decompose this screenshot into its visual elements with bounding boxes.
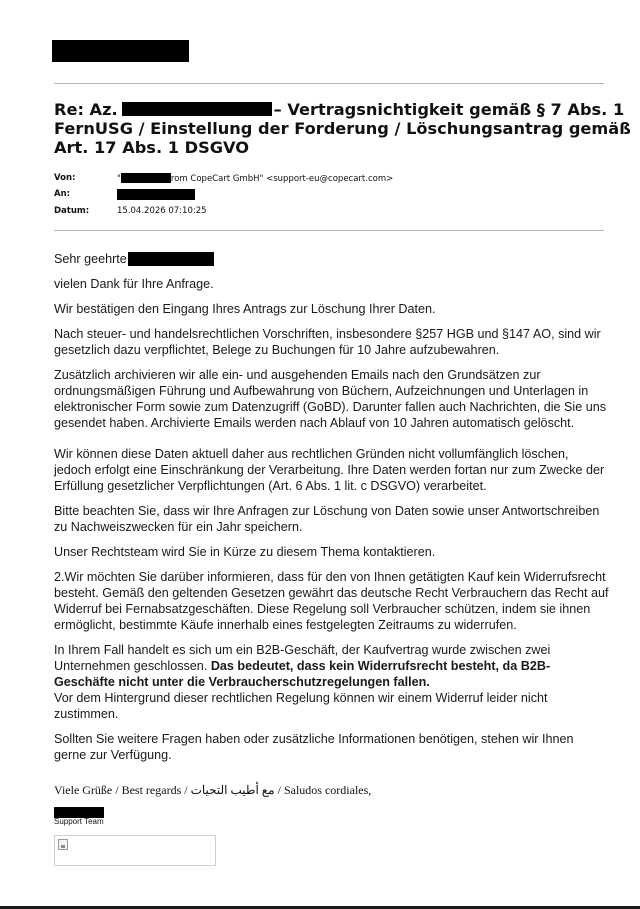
paragraph-5: Wir können diese Daten aktuell daher aus rechtlichen Gründen nicht vollumfänglich löschen, jedoch erfolgt eine Einschränkung der Verarbeitung. Ihre Daten werden fortan nur zum Zwecke der Erfüllung gesetzlicher Verpflichtungen (Art. 6 Abs. 1 lit. c DSGVO) verarbeitet. bbox=[54, 447, 605, 493]
paragraph-3: Nach steuer- und handelsrechtlichen Vorschriften, insbesondere §257 HGB und §147 AO, sind wir gesetzlich dazu verpflichtet, Belege zu Buchungen für 10 Jahre aufzubewahren. bbox=[54, 327, 601, 357]
paragraph-7: Unser Rechtsteam wird Sie in Kürze zu diesem Thema kontaktieren. bbox=[54, 545, 436, 559]
email-subject bbox=[54, 100, 631, 157]
closing-greeting: Viele Grüße / Best regards / مع أطيب التحيات / Saludos cordiales, bbox=[54, 783, 372, 797]
email-body bbox=[54, 251, 609, 772]
paragraph-10: Sollten Sie weitere Fragen haben oder zusätzliche Informationen benötigen, stehen wir Ihnen gerne zur Verfügung. bbox=[54, 732, 574, 762]
paragraph-9-normal: In Ihrem Fall handelt es sich um ein B2B-Geschäft, der Kaufvertrag wurde zwischen zwei Unternehmen geschlossen. bbox=[54, 643, 551, 673]
from-open-quote: " bbox=[117, 174, 121, 184]
redacted-recipient-name bbox=[128, 252, 214, 266]
broken-image-placeholder bbox=[54, 835, 216, 866]
paragraph-1: vielen Dank für Ihre Anfrage. bbox=[54, 277, 214, 291]
redacted-reference bbox=[122, 102, 272, 116]
paragraph-9-bold: Das bedeutet, dass kein Widerrufsrecht besteht, da B2B-Geschäfte nicht unter die Verbraucherschutzregelungen fallen. bbox=[54, 659, 551, 689]
support-team-label: Support Team bbox=[54, 817, 104, 826]
subject-line-1 bbox=[54, 100, 625, 119]
salutation bbox=[54, 251, 609, 267]
paragraph-9 bbox=[54, 642, 609, 722]
paragraph-4: Zusätzlich archivieren wir alle ein- und ausgehenden Emails nach den Grundsätzen zur ordnungsmäßigen Führung und Aufbewahrung von Büchern, Aufzeichnungen und Unterlagen in elektronischer Form sowie zum Datenzugriff (GoBD). Darunter fallen auch Nachrichten, die Sie uns gesendet haben. Archivierte Emails werden nach Ablauf von 10 Jahren automatisch gelöscht. bbox=[54, 368, 607, 430]
header-divider bbox=[54, 230, 604, 231]
subject-line-2: FernUSG / Einstellung der Forderung / Löschungsantrag gemäß bbox=[54, 119, 631, 138]
subject-prefix: Re: Az. bbox=[54, 100, 118, 119]
date-value: 15.04.2026 07:10:25 bbox=[117, 206, 207, 216]
paragraph-8: 2.Wir möchten Sie darüber informieren, dass für den von Ihnen getätigten Kauf kein Widerrufsrecht besteht. Gemäß den geltenden Gesetzen gewährt das deutsche Recht Verbrauchern das Recht auf Widerruf bei Fernabsatzgeschäften. Diese Regelung soll Verbraucher schützen, indem sie ihnen ermöglicht, bestimmte Käufe innerhalb eines festgelegten Zeitraums zu widerrufen. bbox=[54, 570, 609, 632]
from-value bbox=[117, 173, 393, 184]
paragraph-2: Wir bestätigen den Eingang Ihres Antrags zur Löschung Ihrer Daten. bbox=[54, 302, 436, 316]
subject-line1-suffix: – Vertragsnichtigkeit gemäß § 7 Abs. 1 bbox=[273, 100, 625, 119]
from-label: Von: bbox=[54, 173, 76, 183]
date-label: Datum: bbox=[54, 206, 90, 216]
paragraph-6: Bitte beachten Sie, dass wir Ihre Anfragen zur Löschung von Daten sowie unser Antwortschreiben zu Nachweiszwecken für ein Jahr speichern. bbox=[54, 504, 600, 534]
broken-image-icon bbox=[58, 839, 68, 850]
salutation-text: Sehr geehrte bbox=[54, 252, 127, 266]
to-value bbox=[117, 189, 195, 201]
subject-line-3: Art. 17 Abs. 1 DSGVO bbox=[54, 138, 250, 157]
redacted-from-name bbox=[121, 173, 171, 183]
to-label: An: bbox=[54, 189, 71, 199]
from-text: rom CopeCart GmbH" <support-eu@copecart.com> bbox=[170, 174, 394, 184]
redacted-recipient bbox=[117, 189, 195, 200]
redacted-sender-block bbox=[52, 40, 189, 62]
top-divider bbox=[54, 83, 604, 84]
paragraph-9-after: Vor dem Hintergrund dieser rechtlichen Regelung können wir einem Widerruf leider nicht zustimmen. bbox=[54, 691, 548, 721]
